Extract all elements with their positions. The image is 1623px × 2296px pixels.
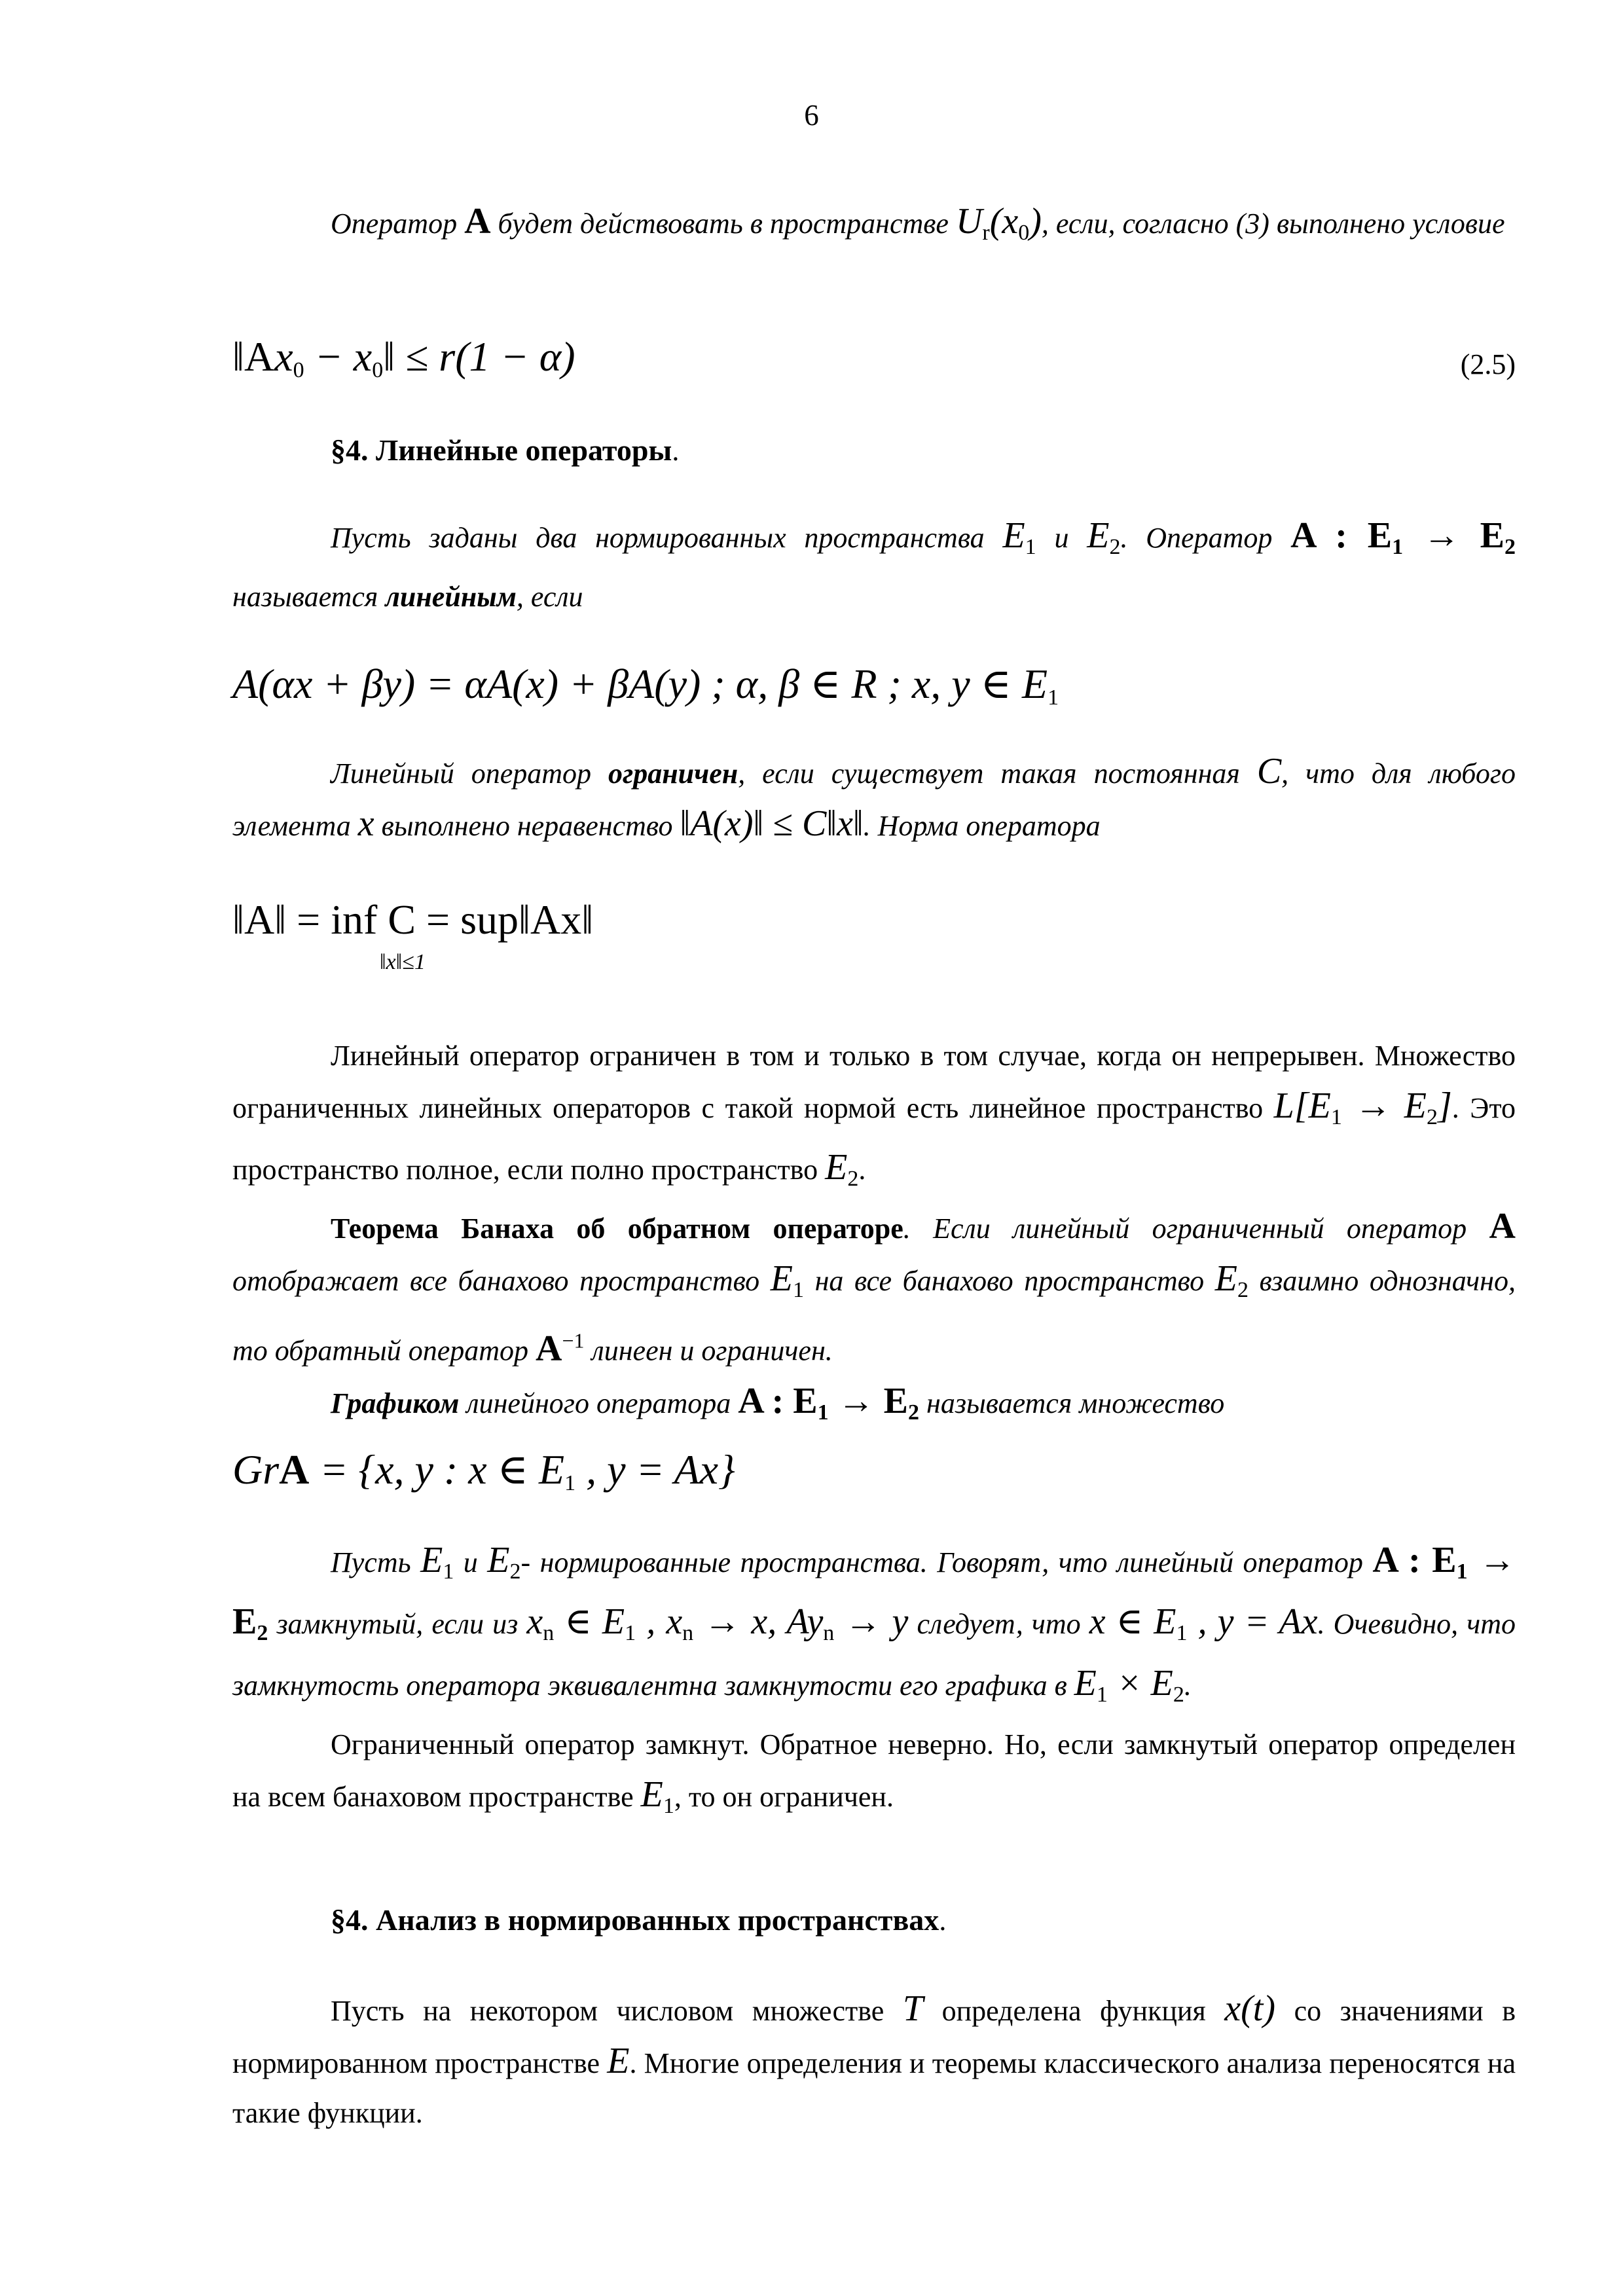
theorem-title: Теорема Банаха об обратном операторе [331, 1212, 903, 1245]
text: Оператор [331, 208, 458, 240]
math-e2: $E_2$ [1087, 515, 1121, 559]
math-inequality: ‖A(x)‖ ≤ C‖x‖ [680, 803, 864, 844]
paragraph-bounded-continuous: Линейный оператор ограничен в том и только в том случае, когда он непрерывен. Множество ограниченных линейных операторов с такой нормой есть линейное пространство $L[E_1 \to E_2]$. Это пространство полное, если полно пространство $E_2$. [232, 1040, 1516, 1191]
text: , если, согласно (3) выполнено условие [1041, 208, 1505, 240]
equation-graph: GrA = {x, y : x ∈ $E_1$ , y = Ax} [232, 1446, 735, 1495]
math-u: $U_r(x_0)$ [955, 201, 1042, 245]
paragraph-operator-condition [232, 196, 1516, 258]
math-map: A : $E_1 \to E_2$ [1290, 515, 1516, 559]
paragraph-graph-definition: Графиком линейного оператора A : $E_1 \to E_2$ называется множество [331, 1380, 1225, 1425]
math-closure-condition: $x_n$ ∈ $E_1$ , $x_n \to x$, $Ay_n \to y$ [526, 1601, 909, 1645]
paragraph-bounded-definition: Линейный оператор ограничен, если существует такая постоянная C, что для любого элемента x выполнено неравенство ‖A(x)‖ ≤ C‖x‖. Норма оператора [232, 751, 1516, 844]
math-space-l: $L[E_1 \to E_2]$ [1273, 1085, 1452, 1129]
page-number: 6 [804, 99, 819, 132]
paragraph-linear-definition: Пусть заданы два нормированных пространства $E_1$ и $E_2$. Оператор A : $E_1 \to E_2$ называется линейным, если [232, 515, 1516, 613]
equation-operator-norm: ‖A‖ = inf C = sup‖Ax‖ ‖x‖≤1 [232, 890, 1516, 975]
paragraph-closed-operator: Пусть $E_1$ и $E_2-$ нормированные пространства. Говорят, что линейный оператор A : $E_1 \to E_2$ замкнутый, если из $x_n$ ∈ $E_1$ , $x_n \to x$, $Ay_n \to y$ следует, что x ∈ $E_1$ , y = Ax. Очевидно, что замкнутость оператора эквивалентна замкнутости его графика в $E_1 \times E_2$. Ограниченный оператор замкнут. Обратное неверно. Но, если замкнутый оператор определен на всем банаховом пространстве $E_1$, то он ограничен. [232, 1535, 1516, 1831]
text: будет действовать в пространстве [498, 208, 949, 240]
section-heading-linear-operators: §4. Линейные операторы. [331, 433, 680, 467]
operator-symbol: A [464, 201, 491, 242]
equation-2-5: $‖Ax_0$ − $x_0‖ \le r(1 - \alpha)$ (2.5) [232, 327, 1516, 400]
math-e1: $E_1$ [1002, 515, 1036, 559]
paragraph-functions: Пусть на некотором числовом множестве T определена функция x(t) со значениями в нормированном пространстве E. Многие определения и теоремы классического анализа переносятся на такие функции. [232, 1988, 1516, 2129]
section-heading-analysis: §4. Анализ в нормированных пространствах. [331, 1903, 947, 1937]
sup-subscript: ‖x‖≤1 [380, 950, 426, 974]
equation-number: (2.5) [1460, 348, 1516, 380]
paragraph-banach-theorem: Теорема Банаха об обратном операторе. Если линейный ограниченный оператор A отображает все банахово пространство $E_1$ на все банахово пространство $E_2$ взаимно однозначно, то обратный оператор $A^{-1}$ линеен и ограничен. Графиком линейного оператора A : $E_1 \to E_2$ называется множество [232, 1201, 1516, 1438]
equation-linearity: A(αx + βy) = αA(x) + βA(y) ; α, β ∈ R ; x, y ∈ $E_1$ [232, 661, 1059, 710]
paragraph-closed-bounded: Ограниченный оператор замкнут. Обратное неверно. Но, если замкнутый оператор определен на всем банаховом пространстве $E_1$, то он ограничен. [232, 1728, 1516, 1818]
